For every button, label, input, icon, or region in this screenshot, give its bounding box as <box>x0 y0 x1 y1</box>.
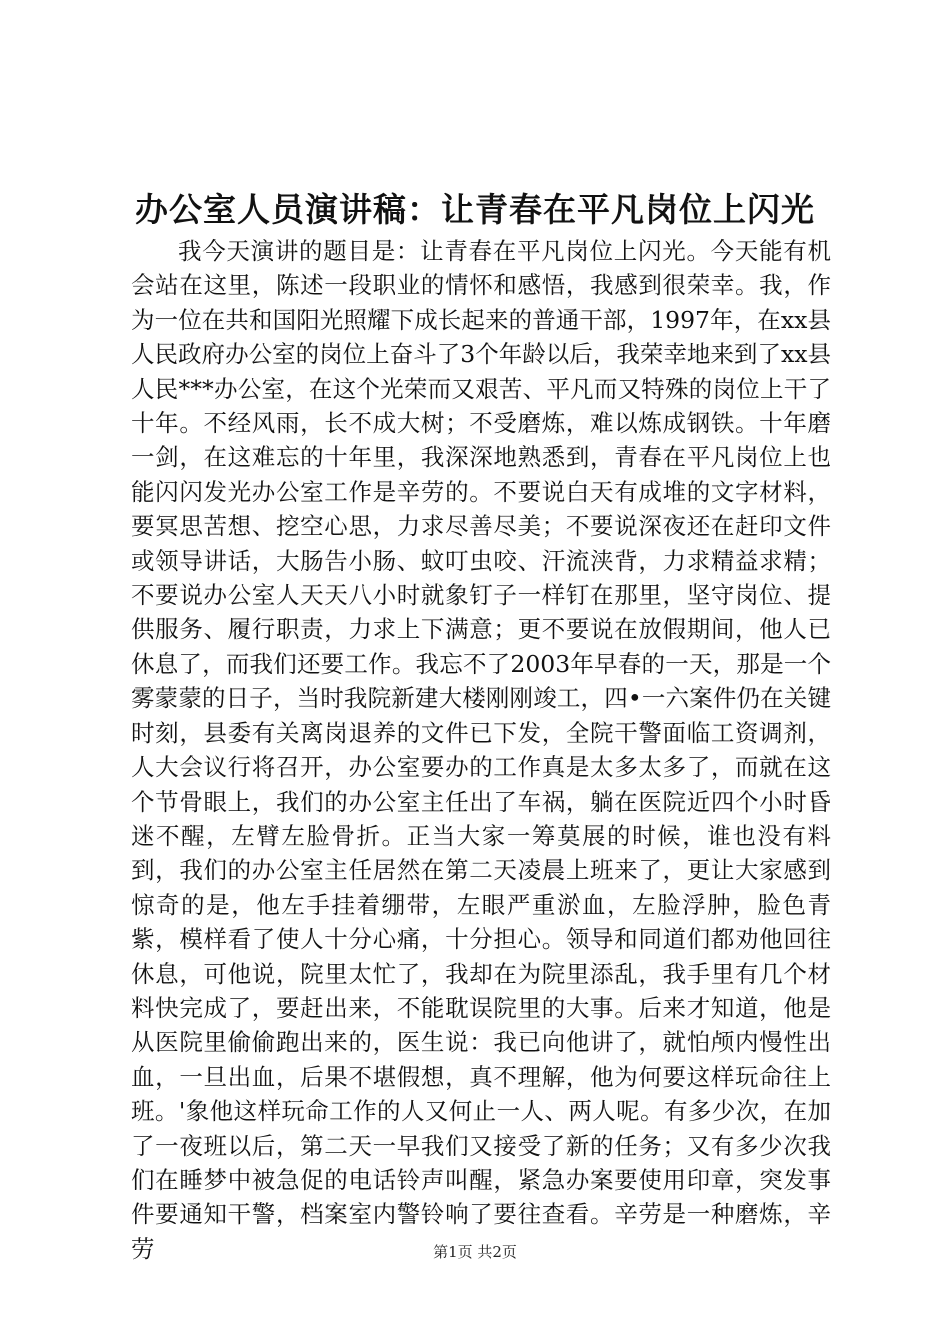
page-number: 第1页 共2页 <box>433 1243 517 1261</box>
body-paragraph: 我今天演讲的题目是：让青春在平凡岗位上闪光。今天能有机会站在这里，陈述一段职业的情怀和感悟，我感到很荣幸。我，作为一位在共和国阳光照耀下成长起来的普通干部，1997年，在xx县人民政府办公室的岗位上奋斗了3个年龄以后，我荣幸地来到了xx县人民***办公室，在这个光荣而又艰苦、平凡而又特殊的岗位上干了十年。不经风雨，长不成大树；不受磨炼，难以炼成钢铁。十年磨一剑，在这难忘的十年里，我深深地熟悉到，青春在平凡岗位上也能闪闪发光办公室工作是辛劳的。不要说白天有成堆的文字材料，要冥思苦想、挖空心思，力求尽善尽美；不要说深夜还在赶印文件或领导讲话，大肠告小肠、蚊叮虫咬、汗流浃背，力求精益求精；不要说办公室人天天八小时就象钉子一样钉在那里，坚守岗位、提供服务、履行职责，力求上下满意；更不要说在放假期间，他人已休息了，而我们还要工作。我忘不了2003年早春的一天，那是一个雾蒙蒙的日子，当时我院新建大楼刚刚竣工，四•一六案件仍在关键时刻，县委有关离岗退养的文件已下发，全院干警面临工资调剂，人大会议行将召开，办公室要办的工作真是太多太多了，而就在这个节骨眼上，我们的办公室主任出了车祸，躺在医院近四个小时昏迷不醒，左臂左脸骨折。正当大家一筹莫展的时候，谁也没有料到，我们的办公室主任居然在第二天凌晨上班来了，更让大家感到惊奇的是，他左手挂着绷带，左眼严重淤血，左脸浮肿，脸色青紫，模样看了使人十分心痛，十分担心。领导和同道们都劝他回往休息，可他说，院里太忙了，我却在为院里添乱，我手里有几个材料快完成了，要赶出来，不能耽误院里的大事。后来才知道，他是从医院里偷偷跑出来的，医生说：我已向他讲了，就怕颅内慢性出血，一旦出血，后果不堪假想，真不理解，他为何要这样玩命往上班。'象他这样玩命工作的人又何止一人、两人呢。有多少次，在加了一夜班以后，第二天一早我们又接受了新的任务；又有多少次我们在睡梦中被急促的电话铃声叫醒，紧急办案要使用印章，突发事件要通知干警，档案室内警铃响了要往查看。辛劳是一种磨炼，辛劳 <box>131 237 831 1263</box>
document-title: 办公室人员演讲稿：让青春在平凡岗位上闪光 <box>135 190 815 229</box>
